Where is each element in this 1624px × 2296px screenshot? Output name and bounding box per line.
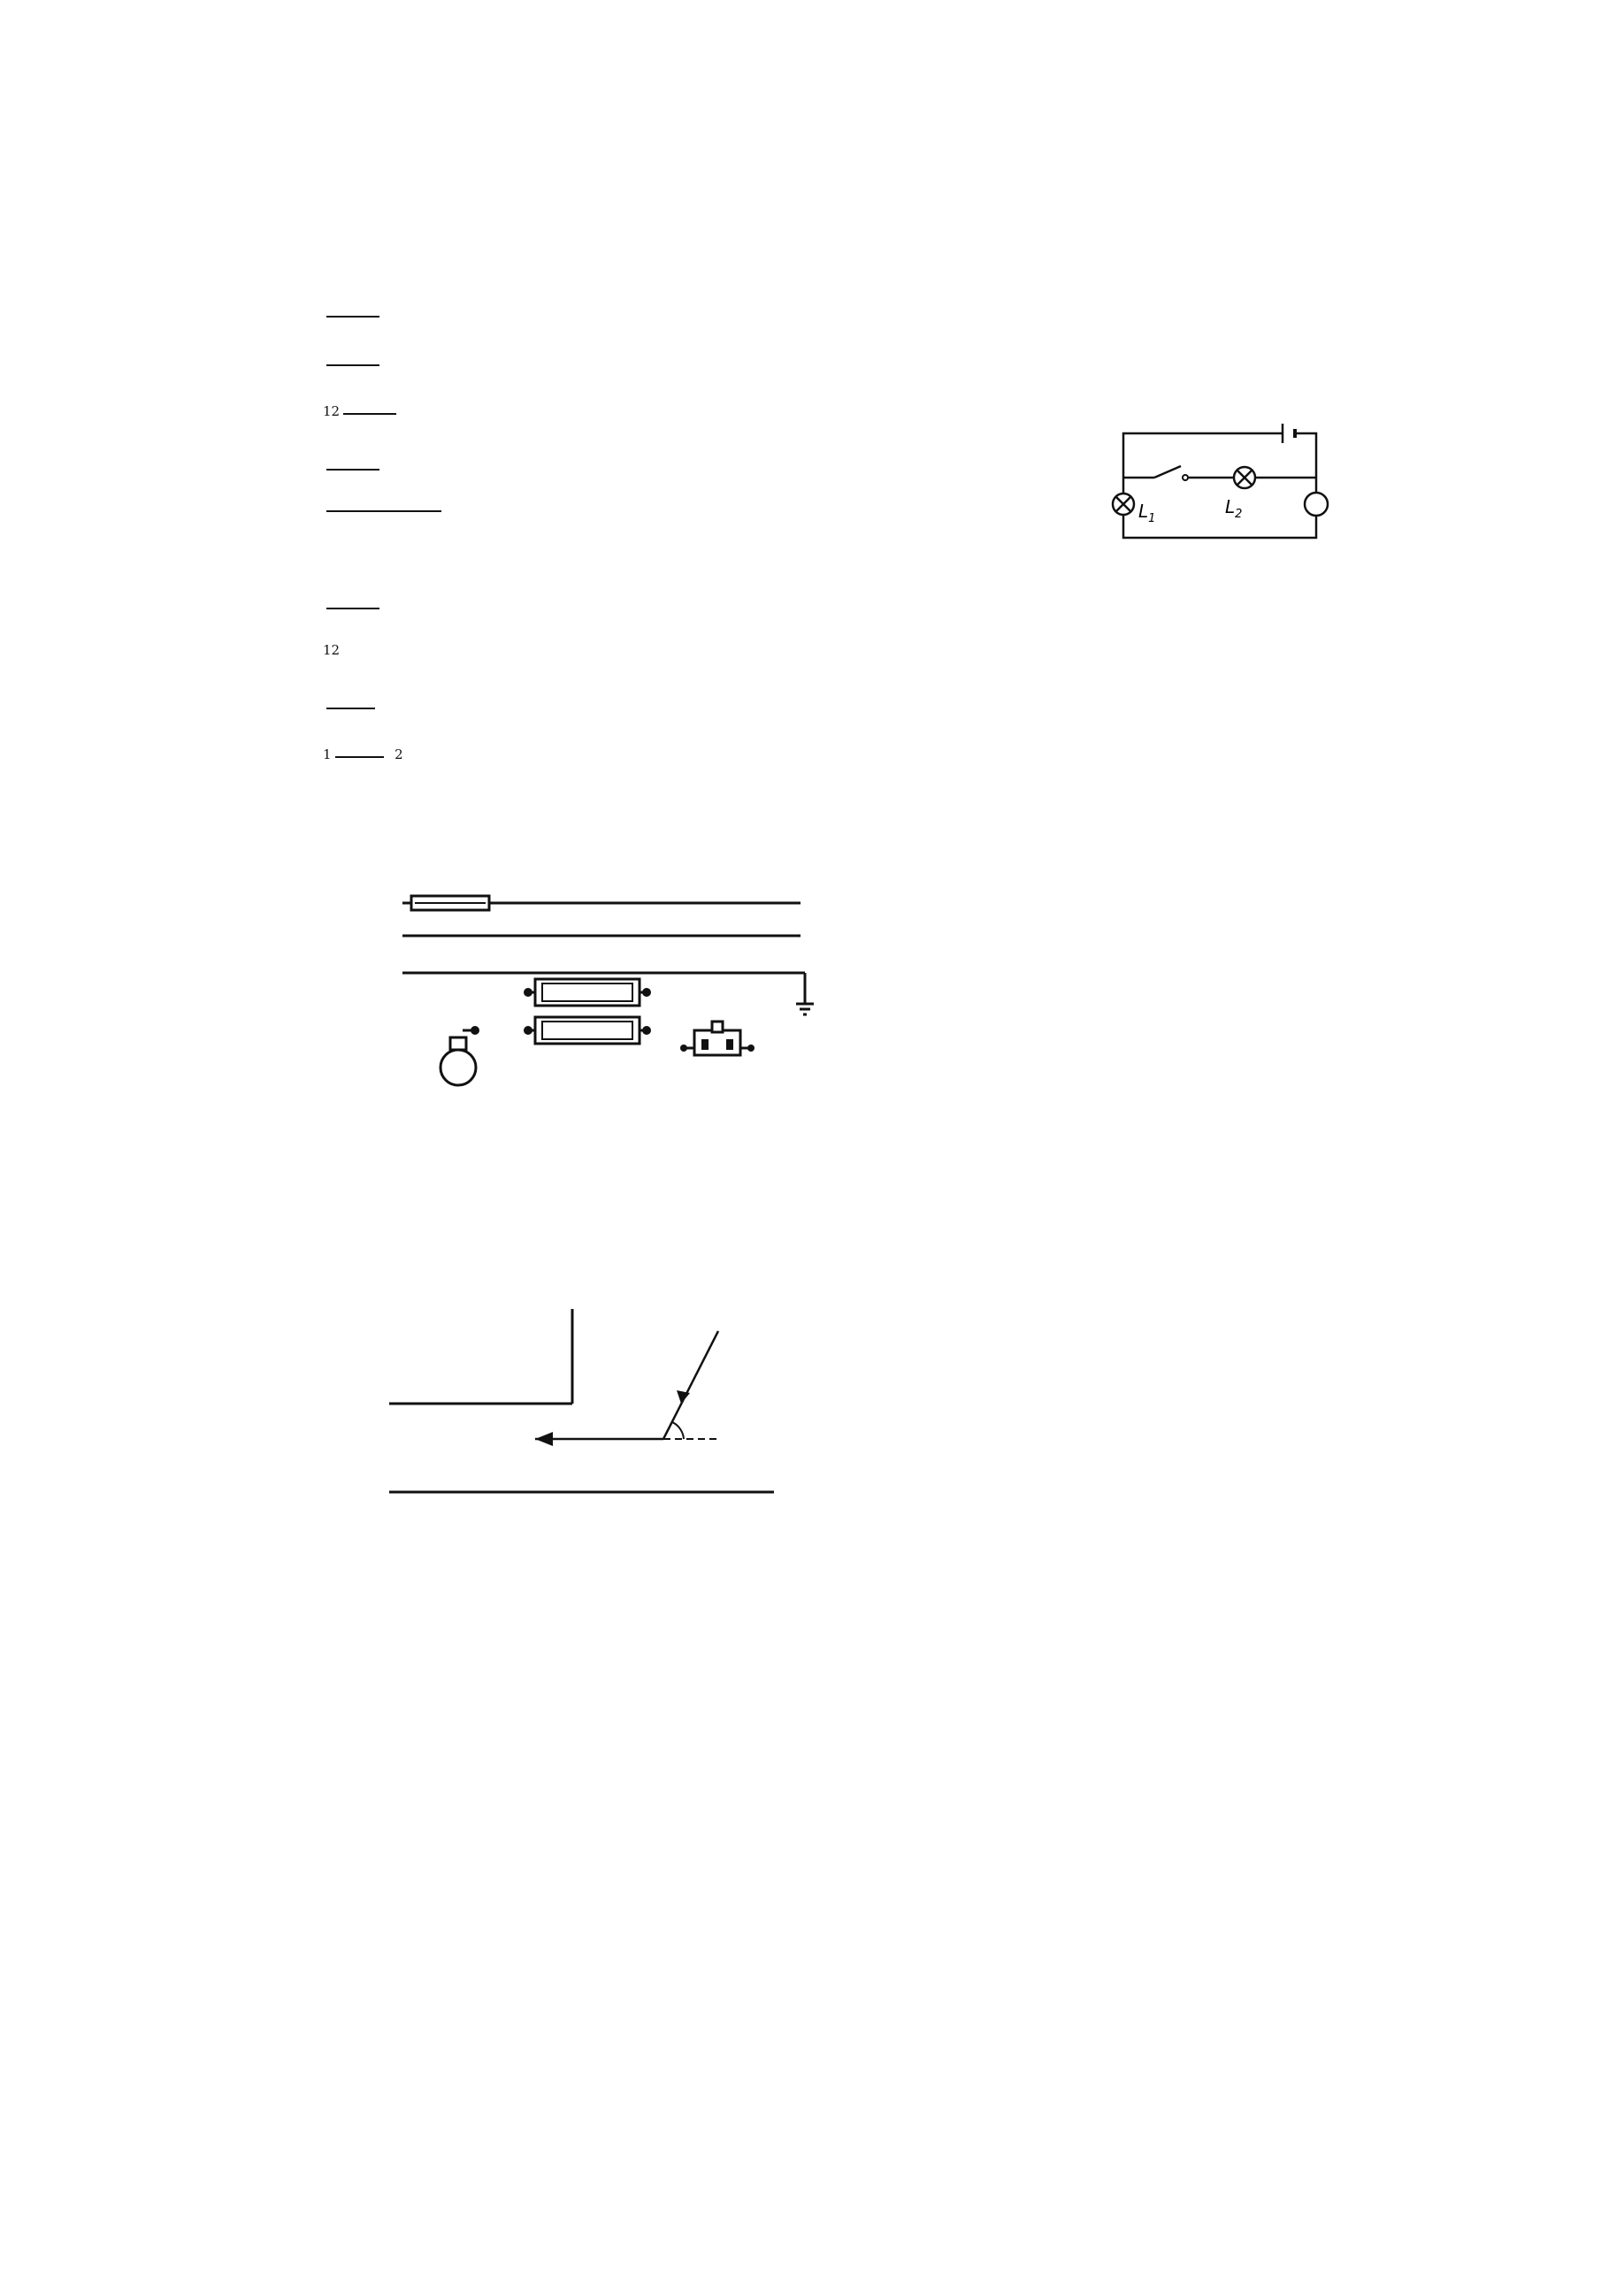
battery-gap [1283, 429, 1295, 440]
tunnel-mirror-diagram [385, 1305, 783, 1517]
lamp-l2-label: $L_2$ [1225, 496, 1243, 521]
answer-blank[interactable] [326, 341, 379, 366]
lamp-l2 [1234, 467, 1255, 488]
three-hole-socket[interactable] [680, 1022, 755, 1055]
incident-ray [663, 1331, 718, 1439]
q43-text: 12 [323, 380, 1314, 485]
q42-text [323, 283, 1314, 380]
ammeter [1305, 493, 1328, 516]
answer-blank[interactable] [335, 733, 384, 758]
sound-control-switch[interactable] [524, 979, 651, 1006]
switch-contact [1183, 475, 1188, 480]
lamp-l1-label: $L_1$ [1138, 501, 1156, 525]
lamp-l1 [1113, 494, 1134, 515]
household-circuit-diagram [402, 880, 898, 1092]
circuit-diagram [1119, 429, 1322, 544]
answer-blank[interactable] [326, 293, 379, 318]
q44-text [323, 478, 1101, 624]
light-control-switch[interactable] [524, 1017, 651, 1044]
answer-blank[interactable] [326, 585, 379, 609]
answer-blank[interactable] [326, 685, 375, 709]
light-bulb [440, 1026, 479, 1085]
reflected-arrow [535, 1432, 553, 1446]
q47-text [323, 1167, 1314, 1216]
answer-blank[interactable] [326, 487, 441, 512]
answer-blank[interactable] [326, 446, 379, 471]
angle-arc [672, 1422, 684, 1439]
q45-text: $_{12}$ $_1$ $_2$ [323, 642, 403, 762]
answer-blank[interactable] [343, 390, 396, 415]
q46-text [323, 765, 1314, 814]
